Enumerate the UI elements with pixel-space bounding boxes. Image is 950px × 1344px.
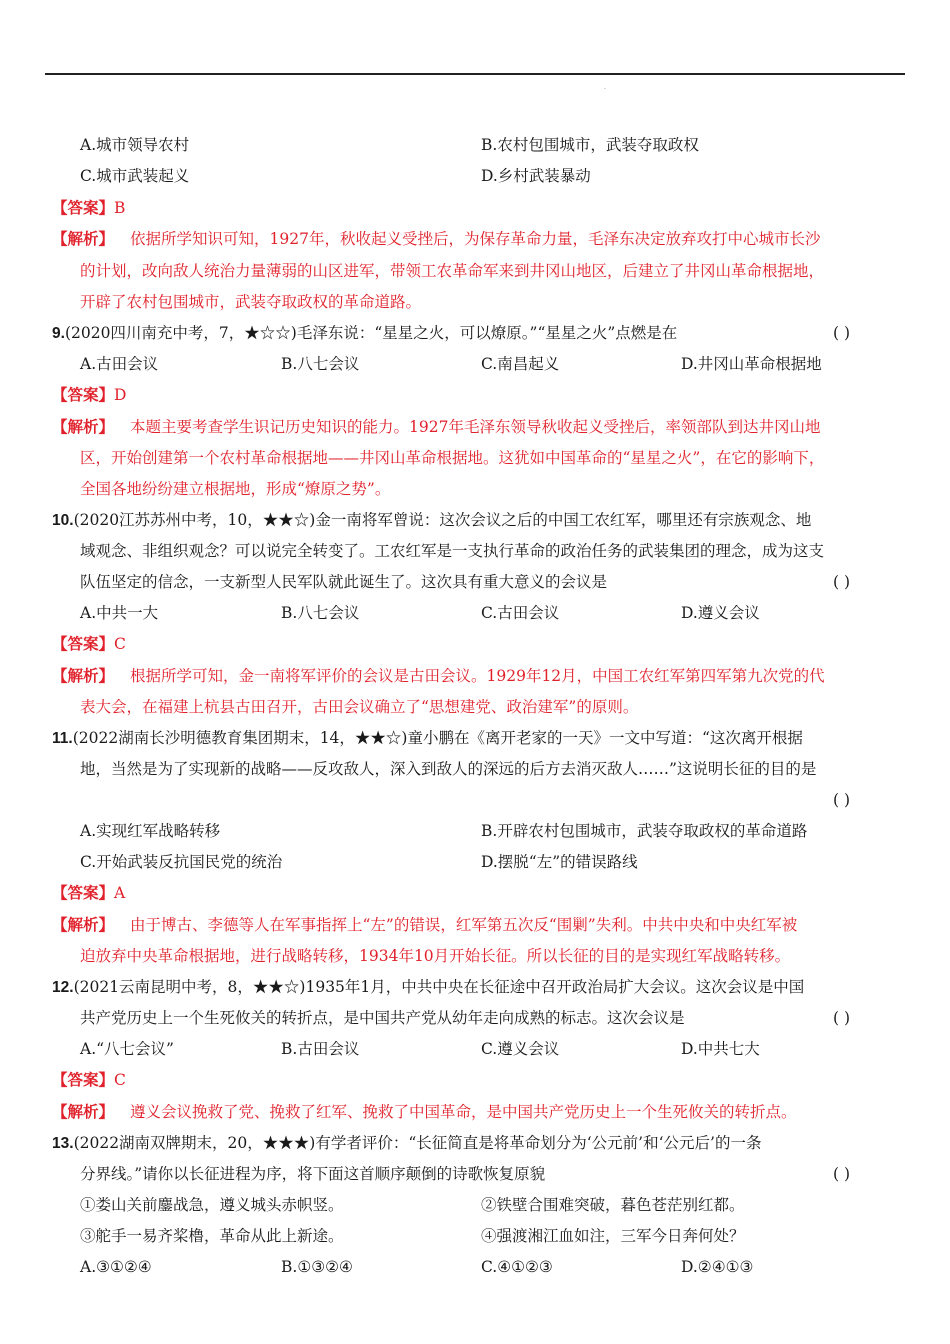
q13-stem-line: 分界线。”请你以长征进程为序，将下面这首顺序颠倒的诗歌恢复原貌 bbox=[80, 1165, 546, 1183]
q11-option-a: A.实现红军战略转移 bbox=[80, 822, 221, 840]
q10-option-c: C.古田会议 bbox=[481, 604, 560, 622]
q10-stem-line: 队伍坚定的信念，一支新型人民军队就此诞生了。这次具有重大意义的会议是 bbox=[80, 573, 608, 591]
q13-poem-line: ④强渡湘江血如注，三军今日奔何处？ bbox=[481, 1227, 745, 1245]
q13-stem: 13.(2022湖南双牌期末，20，★★★)有学者评价：“长征简直是将革命划分为‘公元前’和‘公元后’的一条 bbox=[52, 1134, 762, 1152]
q9-option-d: D.井冈山革命根据地 bbox=[681, 355, 822, 373]
q11-option-b: B.开辟农村包围城市，武装夺取政权的革命道路 bbox=[481, 822, 808, 840]
q13-option-a: A.③①②④ bbox=[80, 1258, 152, 1276]
speck-mark: · bbox=[604, 86, 606, 93]
q13-poem-line: ①娄山关前鏖战急，遵义城头赤帜竖。 bbox=[80, 1196, 344, 1214]
q13-poem-line: ②铁壁合围难突破，暮色苍茫别红都。 bbox=[481, 1196, 745, 1214]
q13-option-b: B.①③②④ bbox=[281, 1258, 353, 1276]
q9-option-b: B.八七会议 bbox=[281, 355, 360, 373]
q10-option-b: B.八七会议 bbox=[281, 604, 360, 622]
q10-answer: 【答案】C bbox=[52, 634, 126, 653]
q9-analysis-line: 本题主要考查学生识记历史知识的能力。1927年毛泽东领导秋收起义受挫后，率领部队到达井冈山地 bbox=[130, 418, 821, 436]
q12-option-c: C.遵义会议 bbox=[481, 1040, 560, 1058]
q12-stem: 12.(2021云南昆明中考，8，★★☆)1935年1月，中共中央在长征途中召开政治局扩大会议。这次会议是中国 bbox=[52, 978, 805, 996]
q10-analysis-line: 表大会，在福建上杭县古田召开，古田会议确立了“思想建党、政治建军”的原则。 bbox=[80, 698, 639, 716]
q8-option-a: A.城市领导农村 bbox=[80, 136, 190, 154]
q11-stem: 11.(2022湖南长沙明德教育集团期末，14，★★☆)童小鹏在《离开老家的一天》一文中写道：“这次离开根据 bbox=[52, 729, 803, 747]
q12-answer: 【答案】C bbox=[52, 1070, 126, 1089]
q9-answer: 【答案】D bbox=[52, 385, 127, 404]
q11-analysis-line: 由于博古、李德等人在军事指挥上“左”的错误，红军第五次反“围剿”失利。中共中央和中央红军被 bbox=[130, 916, 798, 934]
q13-answer-bracket: ( ) bbox=[833, 1165, 851, 1183]
q8-analysis-label: 【解析】 bbox=[52, 229, 115, 248]
q13-option-c: C.④①②③ bbox=[481, 1258, 553, 1276]
q11-analysis-line: 迫放弃中央革命根据地，进行战略转移，1934年10月开始长征。所以长征的目的是实现红军战略转移。 bbox=[80, 947, 791, 965]
q9-option-c: C.南昌起义 bbox=[481, 355, 560, 373]
q12-option-b: B.古田会议 bbox=[281, 1040, 360, 1058]
q9-option-a: A.古田会议 bbox=[80, 355, 159, 373]
q11-stem-line: 地，当然是为了实现新的战略——反攻敌人，深入到敌人的深远的后方去消灭敌人……”这说明长征的目的是 bbox=[80, 760, 817, 778]
q8-option-b: B.农村包围城市，武装夺取政权 bbox=[481, 136, 699, 154]
q10-stem-line: 域观念、非组织观念？可以说完全转变了。工农红军是一支执行革命的政治任务的武装集团的理念，成为这支 bbox=[80, 542, 825, 560]
q11-answer: 【答案】A bbox=[52, 883, 126, 902]
q10-analysis-line: 根据所学可知，金一南将军评价的会议是古田会议。1929年12月，中国工农红军第四军第九次党的代 bbox=[130, 667, 825, 685]
q8-analysis-line: 的计划，改向敌人统治力量薄弱的山区进军，带领工农革命军来到井冈山地区，后建立了井冈山革命根据地， bbox=[80, 262, 825, 280]
q8-answer: 【答案】B bbox=[52, 198, 126, 217]
q10-stem: 10.(2020江苏苏州中考，10，★★☆)金一南将军曾说：这次会议之后的中国工农红军，哪里还有宗族观念、地 bbox=[52, 511, 812, 529]
q12-option-a: A.“八七会议” bbox=[80, 1040, 174, 1058]
q8-option-c: C.城市武装起义 bbox=[80, 167, 190, 185]
q10-option-a: A.中共一大 bbox=[80, 604, 159, 622]
q12-stem-line: 共产党历史上一个生死攸关的转折点，是中国共产党从幼年走向成熟的标志。这次会议是 bbox=[80, 1009, 685, 1027]
q12-analysis-line: 遵义会议挽救了党、挽救了红军、挽救了中国革命，是中国共产党历史上一个生死攸关的转折点。 bbox=[130, 1103, 797, 1121]
q9-answer-bracket: ( ) bbox=[833, 324, 851, 342]
q8-analysis-line: 依据所学知识可知，1927年，秋收起义受挫后，为保存革命力量，毛泽东决定放弃攻打中心城市长沙 bbox=[130, 230, 821, 248]
q9-analysis-line: 全国各地纷纷建立根据地，形成“燎原之势”。 bbox=[80, 480, 391, 498]
q10-analysis-label: 【解析】 bbox=[52, 666, 115, 685]
q9-analysis-line: 区，开始创建第一个农村革命根据地——井冈山革命根据地。这犹如中国革命的“星星之火”，在它的影响下， bbox=[80, 449, 825, 467]
q12-option-d: D.中共七大 bbox=[681, 1040, 760, 1058]
q12-answer-bracket: ( ) bbox=[833, 1009, 851, 1027]
q10-option-d: D.遵义会议 bbox=[681, 604, 760, 622]
q13-poem-line: ③舵手一易齐桨橹，革命从此上新途。 bbox=[80, 1227, 344, 1245]
q8-analysis-line: 开辟了农村包围城市，武装夺取政权的革命道路。 bbox=[80, 293, 422, 311]
q8-option-d: D.乡村武装暴动 bbox=[481, 167, 591, 185]
q12-analysis-label: 【解析】 bbox=[52, 1102, 115, 1121]
q13-option-d: D.②④①③ bbox=[681, 1258, 754, 1276]
q11-option-d: D.摆脱“左”的错误路线 bbox=[481, 853, 638, 871]
header-rule bbox=[45, 73, 905, 75]
q11-answer-bracket: ( ) bbox=[833, 791, 851, 809]
q11-analysis-label: 【解析】 bbox=[52, 915, 115, 934]
q9-stem: 9.(2020四川南充中考，7，★☆☆)毛泽东说：“星星之火，可以燎原。”“星星之火”点燃是在 bbox=[52, 324, 678, 342]
q10-answer-bracket: ( ) bbox=[833, 573, 851, 591]
q11-option-c: C.开始武装反抗国民党的统治 bbox=[80, 853, 283, 871]
q9-analysis-label: 【解析】 bbox=[52, 417, 115, 436]
